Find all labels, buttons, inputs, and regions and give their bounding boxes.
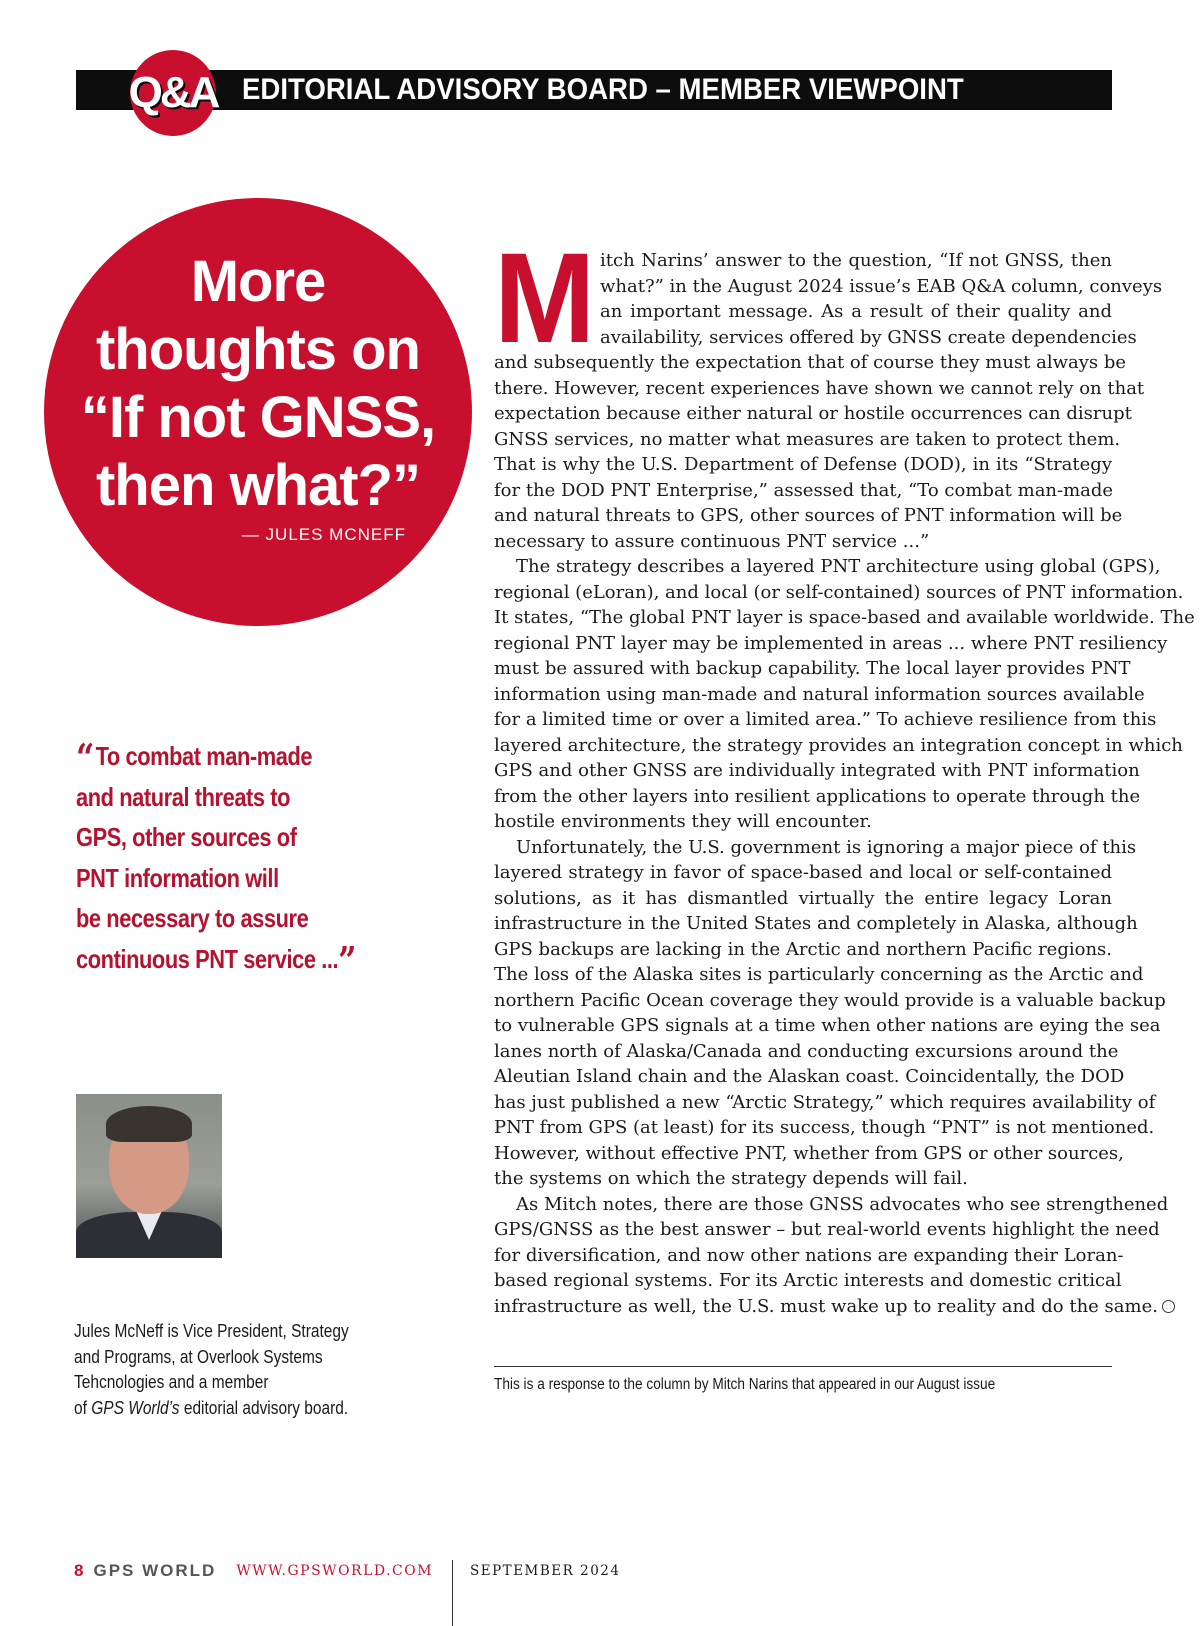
globe-end-mark-icon: [1162, 1300, 1175, 1313]
body-line: The loss of the Alaska sites is particularly concerning as the Arctic and: [494, 964, 1144, 985]
body-line: PNT from GPS (at least) for its success, though “PNT” is not mentioned.: [494, 1117, 1155, 1138]
pull-quote-text: To combat man-made: [95, 741, 313, 771]
body-line: necessary to assure continuous PNT service ...”: [494, 530, 930, 552]
body-line: and natural threats to GPS, other sources of PNT information will be: [494, 505, 1123, 526]
bio-text: of: [74, 1397, 92, 1418]
close-quote-mark: ”: [338, 937, 357, 983]
body-line: Unfortunately, the U.S. government is ignoring a major piece of this: [516, 836, 1137, 858]
pull-quote-line: GPS, other sources of: [76, 822, 297, 852]
bio-line: [74, 1396, 349, 1422]
body-line: there. However, recent experiences have shown we cannot rely on that: [494, 377, 1145, 399]
body-line: for a limited time or over a limited area.” To achieve resilience from this: [494, 709, 1157, 730]
title-line: “If not GNSS,: [80, 385, 436, 450]
body-line: for diversification, and now other nations are expanding their Loran-: [494, 1244, 1124, 1266]
body-line: solutions, as it has dismantled virtually the entire legacy Loran: [494, 887, 1112, 909]
footnote-rule: [494, 1366, 1112, 1367]
body-line: regional (eLoran), and local (or self-contained) sources of PNT information.: [494, 581, 1184, 603]
body-line: That is why the U.S. Department of Defense (DOD), in its “Strategy: [494, 454, 1112, 475]
page-footer: [74, 1556, 433, 1586]
page-number: 8: [74, 1561, 84, 1580]
body-line: based regional systems. For its Arctic interests and domestic critical: [494, 1270, 1122, 1291]
footer-divider: [452, 1560, 453, 1626]
article-body: [494, 227, 1195, 1319]
pull-quote-text: continuous PNT service ...: [76, 943, 339, 974]
pull-quote: [76, 735, 396, 983]
body-line: hostile environments they will encounter.: [494, 811, 872, 832]
body-line: However, without effective PNT, whether from GPS or other sources,: [494, 1142, 1124, 1164]
article-title: [44, 248, 472, 520]
photo-hair: [106, 1106, 192, 1142]
body-line: itch Narins’ answer to the question, “If not GNSS, then: [600, 250, 1112, 271]
body-line: The strategy describes a layered PNT architecture using global (GPS),: [516, 556, 1161, 577]
qa-badge: [130, 50, 216, 136]
body-line: to vulnerable GPS signals at a time when other nations are eying the sea: [494, 1015, 1161, 1036]
title-line: thoughts on: [95, 317, 420, 382]
body-line: what?” in the August 2024 issue’s EAB Q&A column, conveys: [600, 275, 1163, 297]
body-line: an important message. As a result of their quality and: [600, 301, 1112, 322]
title-line: More: [190, 249, 326, 314]
bio-line: and Programs, at Overlook Systems: [74, 1346, 323, 1367]
pull-quote-line: be necessary to assure: [76, 903, 309, 933]
body-line: for the DOD PNT Enterprise,” assessed that, “To combat man-made: [494, 479, 1114, 501]
body-line: lanes north of Alaska/Canada and conducting excursions around the: [494, 1040, 1119, 1062]
body-line: expectation because either natural or hostile occurrences can disrupt: [494, 403, 1132, 424]
body-line: layered architecture, the strategy provides an integration concept in which: [494, 734, 1183, 756]
body-line: must be assured with backup capability. The local layer provides PNT: [494, 658, 1131, 679]
qa-badge-label: Q&A: [128, 68, 218, 117]
author-bio: [74, 1319, 354, 1421]
body-line: availability, services offered by GNSS create dependencies: [600, 326, 1137, 348]
body-line: layered strategy in favor of space-based and local or self-contained: [494, 862, 1112, 883]
body-line: northern Pacific Ocean coverage they would provide is a valuable backup: [494, 989, 1166, 1011]
bio-text: editorial advisory board.: [179, 1397, 349, 1418]
author-byline: — JULES MCNEFF: [241, 525, 406, 544]
body-line: information using man-made and natural information sources available: [494, 683, 1145, 705]
body-line: Aleutian Island chain and the Alaskan coast. Coincidentally, the DOD: [494, 1066, 1125, 1087]
drop-cap: M: [494, 227, 596, 370]
body-line: the systems on which the strategy depends will fail.: [494, 1168, 968, 1189]
body-line: has just published a new “Arctic Strategy,” which requires availability of: [494, 1091, 1156, 1113]
pull-quote-line: [76, 937, 357, 983]
section-title: EDITORIAL ADVISORY BOARD – MEMBER VIEWPOINT: [242, 73, 964, 106]
magazine-name-italic: GPS World’s: [91, 1397, 180, 1418]
body-line: It states, “The global PNT layer is space-based and available worldwide. The: [494, 607, 1195, 628]
body-line: GPS/GNSS as the best answer – but real-world events highlight the need: [494, 1219, 1160, 1240]
bio-line: Jules McNeff is Vice President, Strategy: [74, 1321, 349, 1341]
body-line: regional PNT layer may be implemented in areas ... where PNT resiliency: [494, 632, 1168, 654]
pull-quote-line: PNT information will: [76, 862, 279, 893]
body-line: infrastructure in the United States and completely in Alaska, although: [494, 913, 1138, 934]
website-link[interactable]: WWW.GPSWORLD.COM: [236, 1563, 434, 1579]
issue-date: SEPTEMBER 2024: [470, 1563, 621, 1579]
author-photo: [76, 1094, 222, 1258]
body-line: GNSS services, no matter what measures are taken to protect them.: [494, 428, 1121, 450]
open-quote-mark: “: [76, 735, 94, 780]
body-line: from the other layers into resilient applications to operate through the: [494, 785, 1141, 807]
body-text: infrastructure as well, the U.S. must wake up to reality and do the same.: [494, 1295, 1158, 1317]
pull-quote-line: [76, 735, 345, 780]
body-line: [494, 1294, 1158, 1320]
body-line: GPS backups are lacking in the Arctic and northern Pacific regions.: [494, 938, 1112, 960]
magazine-name: GPS WORLD: [93, 1561, 217, 1580]
pull-quote-line: and natural threats to: [76, 781, 291, 812]
footnote: This is a response to the column by Mitch Narins that appeared in our August issue: [494, 1376, 996, 1393]
bio-line: Tehcnologies and a member: [74, 1372, 269, 1392]
body-line: GPS and other GNSS are individually integrated with PNT information: [494, 760, 1140, 781]
body-line: and subsequently the expectation that of course they must always be: [494, 352, 1127, 373]
title-line: then what?”: [95, 453, 421, 518]
body-line: As Mitch notes, there are those GNSS advocates who see strengthened: [516, 1193, 1169, 1215]
